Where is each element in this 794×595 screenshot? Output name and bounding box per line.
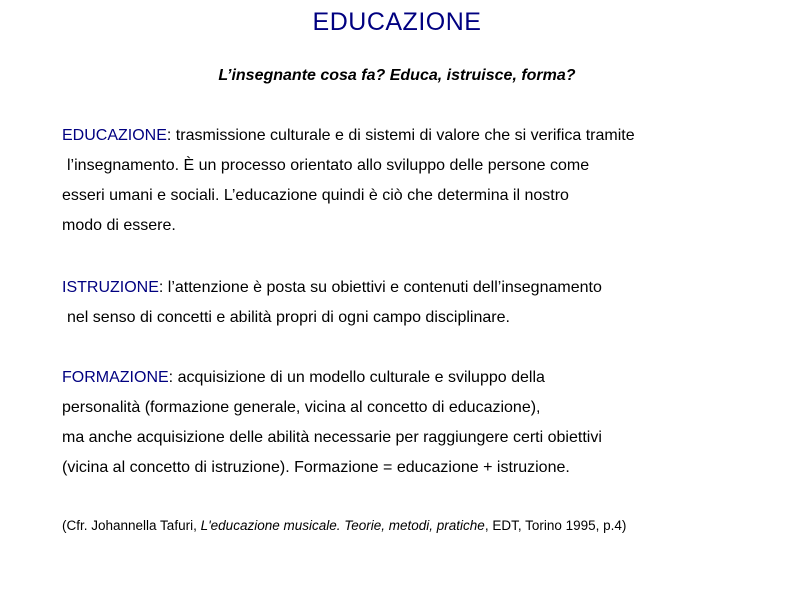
citation-prefix: (Cfr. Johannella Tafuri, xyxy=(62,518,201,533)
citation-book-title: L'educazione musicale. Teorie, metodi, pratiche xyxy=(200,518,485,533)
term-formazione: FORMAZIONE xyxy=(62,369,169,386)
section-formazione xyxy=(62,363,762,483)
section-line: personalità (formazione generale, vicina al concetto di educazione), xyxy=(62,399,541,416)
section-line: : l’attenzione è posta su obiettivi e contenuti dell’insegnamento xyxy=(158,279,602,296)
section-educazione xyxy=(62,121,762,241)
section-line: : trasmissione culturale e di sistemi di valore che si verifica tramite xyxy=(166,127,635,144)
section-line: (vicina al concetto di istruzione). Formazione = educazione + istruzione. xyxy=(62,459,570,476)
slide-title: EDUCAZIONE xyxy=(312,8,482,36)
slide-subtitle: L’insegnante cosa fa? Educa, istruisce, forma? xyxy=(218,67,576,84)
citation xyxy=(62,518,782,533)
section-line: : acquisizione di un modello culturale e sviluppo della xyxy=(168,369,545,386)
term-istruzione: ISTRUZIONE xyxy=(62,279,159,296)
citation-suffix: , EDT, Torino 1995, p.4) xyxy=(484,518,627,533)
section-line: nel senso di concetti e abilità propri di ogni campo disciplinare. xyxy=(67,309,510,326)
section-istruzione xyxy=(62,273,762,333)
section-line: l’insegnamento. È un processo orientato allo sviluppo delle persone come xyxy=(67,157,590,174)
section-line: modo di essere. xyxy=(62,217,176,234)
section-line: esseri umani e sociali. L’educazione quindi è ciò che determina il nostro xyxy=(62,187,569,204)
term-educazione: EDUCAZIONE xyxy=(62,127,167,144)
section-line: ma anche acquisizione delle abilità necessarie per raggiungere certi obiettivi xyxy=(62,429,602,446)
